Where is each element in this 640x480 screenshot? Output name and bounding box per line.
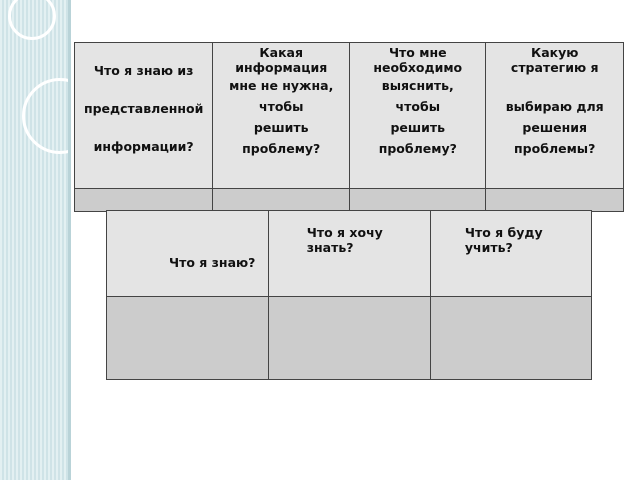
header-line: Что я буду [464, 225, 543, 240]
header-line: проблемы? [514, 141, 596, 156]
table-cell[interactable] [213, 189, 350, 212]
header-line: чтобы [259, 99, 304, 114]
header-line [75, 80, 212, 99]
header-line [75, 118, 212, 137]
header-line: чтобы [395, 99, 440, 114]
header-line: решения [522, 120, 587, 135]
header-line: проблему? [242, 141, 321, 156]
header-line: стратегию я [510, 60, 599, 75]
table-cell[interactable] [75, 189, 213, 212]
header-line: мне не нужна, [229, 78, 334, 93]
header-line: представленной [83, 101, 204, 116]
header-cell-know [107, 211, 269, 297]
decorative-ring [22, 78, 70, 154]
table-cell[interactable] [268, 297, 430, 380]
table-cell[interactable] [350, 189, 486, 212]
header-line: выбираю для [505, 99, 604, 114]
decorative-ring [8, 0, 56, 40]
header-line: решить [253, 120, 309, 135]
table-row [75, 189, 624, 212]
header-line: знать? [306, 240, 354, 255]
header-cell-known [75, 43, 213, 189]
header-line: Что я знаю? [169, 255, 256, 270]
header-cell-want-to-know [268, 211, 430, 297]
header-line: Что я хочу [306, 225, 383, 240]
header-line: решить [390, 120, 446, 135]
table-cell[interactable] [486, 189, 624, 212]
strategy-table [74, 42, 624, 212]
header-line [486, 75, 623, 96]
header-line: проблему? [378, 141, 457, 156]
header-line: учить? [464, 240, 513, 255]
kwl-table [106, 210, 592, 380]
table-cell[interactable] [107, 297, 269, 380]
header-cell-unneeded-info [213, 43, 350, 189]
header-line: Что я знаю из [93, 63, 194, 78]
decorative-side-strip [0, 0, 70, 480]
table-cell[interactable] [430, 297, 591, 380]
header-cell-will-learn [430, 211, 591, 297]
header-line: информации? [93, 139, 194, 154]
header-line: информация [235, 60, 328, 75]
header-line: необходимо [373, 60, 463, 75]
strip-edge [68, 0, 71, 480]
header-line: выяснить, [381, 78, 454, 93]
header-cell-strategy [486, 43, 624, 189]
header-line: Что мне [388, 45, 447, 60]
table-header-row [75, 43, 624, 189]
table-row [107, 297, 592, 380]
header-cell-find-out [350, 43, 486, 189]
table-header-row [107, 211, 592, 297]
header-line: Какая [259, 45, 304, 60]
header-line: Какую [530, 45, 579, 60]
